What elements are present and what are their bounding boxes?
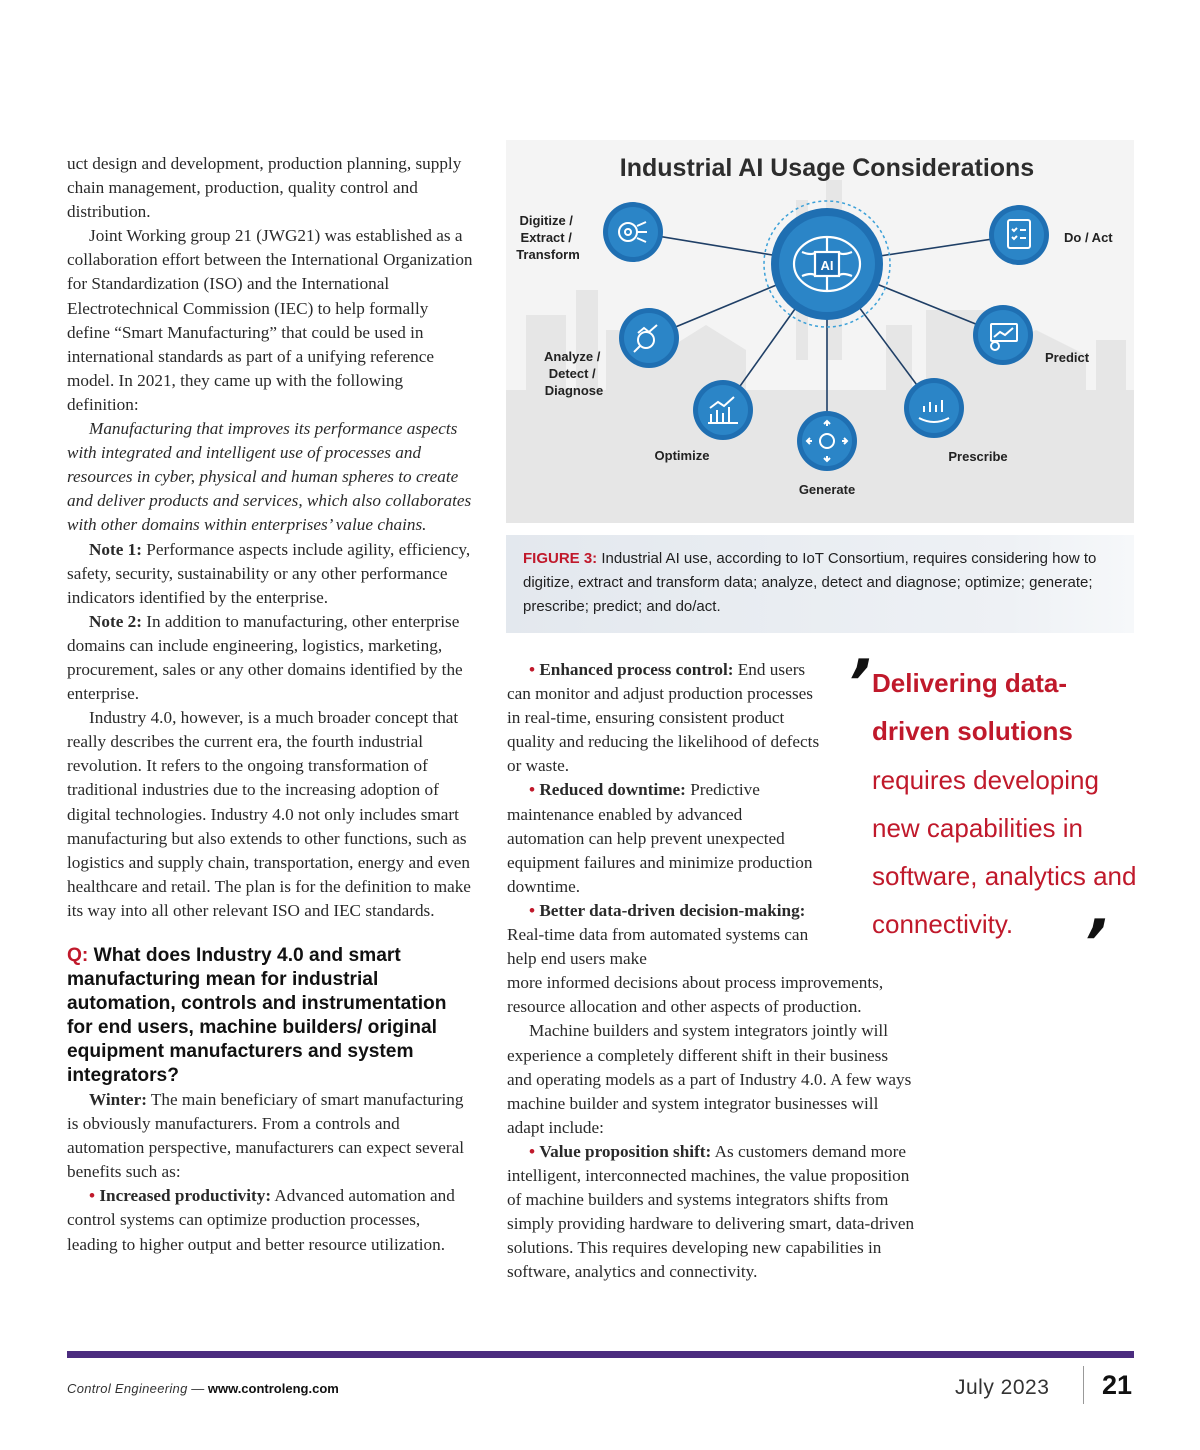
footer-rule <box>67 1351 1134 1358</box>
publication-url: www.controleng.com <box>207 1381 339 1396</box>
footer-divider <box>1083 1366 1084 1404</box>
optimize-label: Optimize <box>654 448 710 463</box>
paragraph: Industry 4.0, however, is a much broader concept that really describes the current era, the fourth industrial revolution. It refers to the ongoing transformation of traditional industries due to the increasing adoption of digital technologies. Industry 4.0 not only includes smart manufacturing but also extends to other functions, such as logistics and supply chain, transportation, energy and even healthcare and retail. The plan is for the definition to make its way into all other relevant ISO and IEC standards. <box>67 708 471 920</box>
pull-quote-rest: requires developing new capabilities in software, analytics and connectivity. <box>872 764 1137 940</box>
figure-ai-usage <box>506 140 1134 523</box>
footer-publication: Control Engineering — www.controleng.com <box>67 1381 339 1396</box>
bullet-item: • Value proposition shift: As customers demand more intelligent, interconnected machines, the value proposition of machine builders and systems integrators shifts from simply providing hardware to delivering smart, data-driven solutions. This requires developing new capabilities in software, analytics and connectivity. <box>507 1141 915 1282</box>
publication-name: Control Engineering <box>67 1381 188 1396</box>
open-quote-mark: ’ <box>838 647 879 721</box>
analyze-label-3: Diagnose <box>544 383 604 398</box>
figure-label: FIGURE 3: <box>523 550 598 567</box>
paragraph: more informed decisions about process improvements, resource allocation and other aspects of production. <box>507 973 884 1017</box>
ai-label: AI <box>820 258 834 273</box>
question-heading: Q: What does Industry 4.0 and smart manufacturing mean for industrial automation, controls and instrumentation for end users, machine builders/ original equipment manufacturers and system integrators? <box>67 945 447 1086</box>
pull-quote-bold: Delivering data-driven solutions <box>872 668 1073 747</box>
do-act-label: Do / Act <box>1064 230 1113 245</box>
note-1: Note 1: Performance aspects include agility, efficiency, safety, security, sustainability or any other performance indicators identified by the enterprise. <box>67 539 471 607</box>
digitize-node <box>516 202 663 262</box>
do-act-node <box>989 205 1113 265</box>
generate-node <box>797 411 857 497</box>
svg-text:Digitize / Extract / <box>516 213 580 262</box>
definition-quote: Manufacturing that improves its performance aspects with integrated and intelligent use of processes and resources in cyber, physical and human spheres to create and deliver products and services, which also collaborates with other domains within enterprises’ value chains. <box>67 419 472 535</box>
digitize-label-2: Extract / <box>520 230 572 245</box>
page-number: 21 <box>1102 1370 1133 1400</box>
left-column <box>67 152 473 1257</box>
paragraph: Joint Working group 21 (JWG21) was established as a collaboration effort between the International Organization for Standardization (ISO) and the International Electrotechnical Commission (IEC) to help formally define “Smart Manufacturing” that could be used in international standards as part of a unifying reference model. In 2021, they came up with the following definition: <box>67 226 473 414</box>
bullet-item: • Enhanced process control: End users can monitor and adjust production processes in real-time, ensuring consistent product quality and reducing the likelihood of defects or waste. <box>507 660 820 776</box>
predict-label: Predict <box>1045 350 1090 365</box>
analyze-label-2: Detect / <box>548 366 596 381</box>
bullet-item: • Better data-driven decision-making: Real-time data from automated systems can help end users make <box>507 900 809 969</box>
issue-date: July 2023 <box>955 1376 1050 1399</box>
close-quote-mark: ’ <box>1074 907 1115 981</box>
digitize-label-3: Transform <box>516 247 580 262</box>
paragraph: uct design and development, production planning, supply chain management, production, quality control and distribution. <box>67 154 462 222</box>
analyze-label-1: Analyze / <box>544 349 601 364</box>
bullet-item: • Increased productivity: Advanced automation and control systems can optimize production processes, leading to higher output and better resource utilization. <box>67 1186 455 1254</box>
pull-quote <box>872 659 1142 949</box>
generate-label: Generate <box>798 482 856 497</box>
note-2: Note 2: In addition to manufacturing, other enterprise domains can include engineering, logistics, marketing, procurement, sales or any other domains identified by the enterprise. <box>67 611 463 704</box>
bullet-item: • Reduced downtime: Predictive maintenance enabled by advanced automation can help prevent unexpected equipment failures and minimize production downtime. <box>507 780 813 896</box>
prescribe-label: Prescribe <box>948 449 1008 464</box>
digitize-label-1: Digitize / <box>519 213 573 228</box>
answer-paragraph: Winter: The main beneficiary of smart manufacturing is obviously manufacturers. From a controls and automation perspective, manufacturers can expect several benefits such as: <box>67 1090 465 1182</box>
figure-caption <box>506 535 1134 633</box>
paragraph: Machine builders and system integrators jointly will experience a completely different shift in their business and operating models as a part of Industry 4.0. A few ways machine builder and system integrator businesses will adapt include: <box>507 1021 912 1137</box>
svg-text:Analyze / Detect / <box>544 349 604 398</box>
ai-center-node <box>764 201 890 327</box>
figure-title: Industrial AI Usage Considerations <box>619 154 1035 182</box>
middle-column <box>507 658 915 1284</box>
caption-text: Industrial AI use, according to IoT Consortium, requires considering how to digitize, extract and transform data; analyze, detect and diagnose; optimize; generate; prescribe; predict; and do/act. <box>523 550 1097 615</box>
